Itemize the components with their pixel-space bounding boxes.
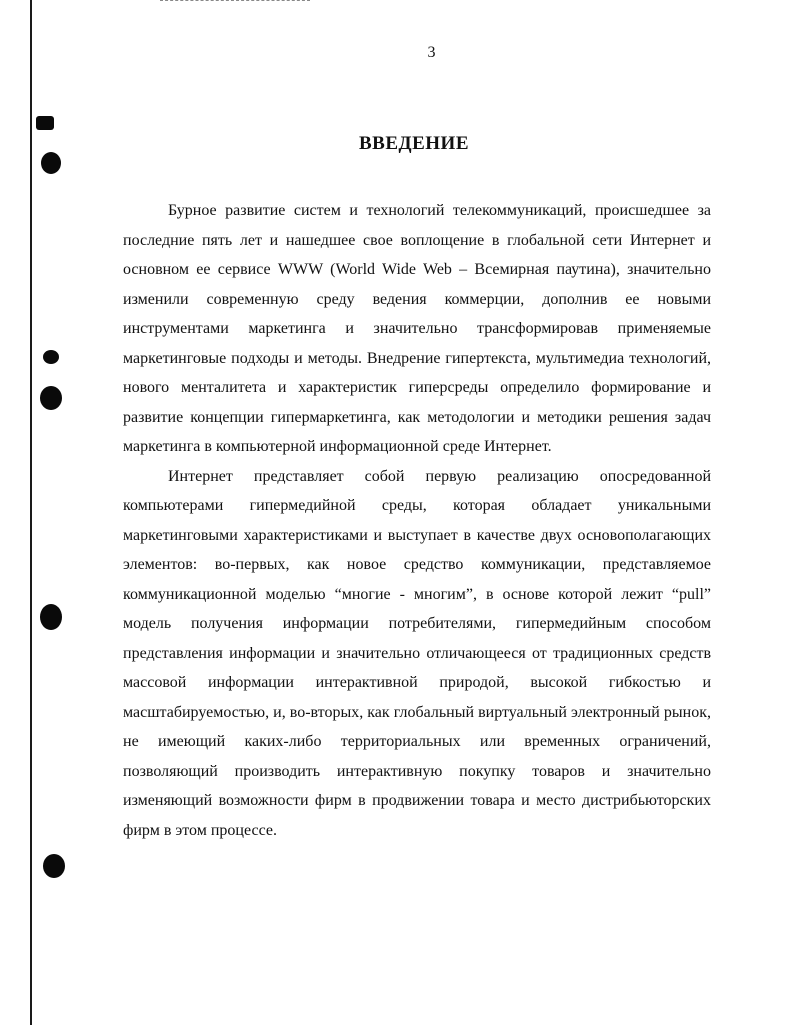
scan-top-edge [160,0,310,2]
binding-hole-mark [36,116,54,130]
binding-hole [40,604,62,630]
page-number: 3 [427,44,436,61]
binding-hole [40,386,62,410]
paragraph: Интернет представляет собой первую реализацию опосредованной компьютерами гипермедийной среды, которая обладает уникальными маркетинговыми характеристиками и выступает в качестве двух основополагающих элементов: во-первых, как новое средство коммуникации, представляемое коммуникационной моделью “многие - многим”, в основе которой лежит “pull” модель получения информации потребителями, гипермедийным способом представления информации и значительно отличающееся от традиционных средств массовой информации интерактивной природой, высокой гибкостью и масштабируемостью, и, во-вторых, как глобальный виртуальный электронный рынок, не имеющий каких-либо территориальных или временных ограничений, позволяющий производить интерактивную покупку товаров и значительно изменяющий возможности фирм в продвижении товара и место дистрибьюторских фирм в этом процессе. [123,467,711,839]
body-text [123,196,711,845]
binding-hole [43,854,65,878]
page-title: ВВЕДЕНИЕ [359,133,469,154]
paragraph: Бурное развитие систем и технологий телекоммуникаций, происшедшее за последние пять лет и нашедшее свое воплощение в глобальной сети Интернет и основном ее сервисе WWW (World Wide Web – Всемирная паутина), значительно изменили современную среду ведения коммерции, дополнив ее новыми инструментами маркетинга и значительно трансформировав применяемые маркетинговые подходы и методы. Внедрение гипертекста, мультимедиа технологий, нового менталитета и характеристик гиперсреды определило формирование и развитие концепции гипермаркетинга, как методологии и методики решения задач маркетинга в компьютерной информационной среде Интернет. [123,202,711,455]
binding-hole [41,152,61,174]
binding-hole [43,350,59,364]
